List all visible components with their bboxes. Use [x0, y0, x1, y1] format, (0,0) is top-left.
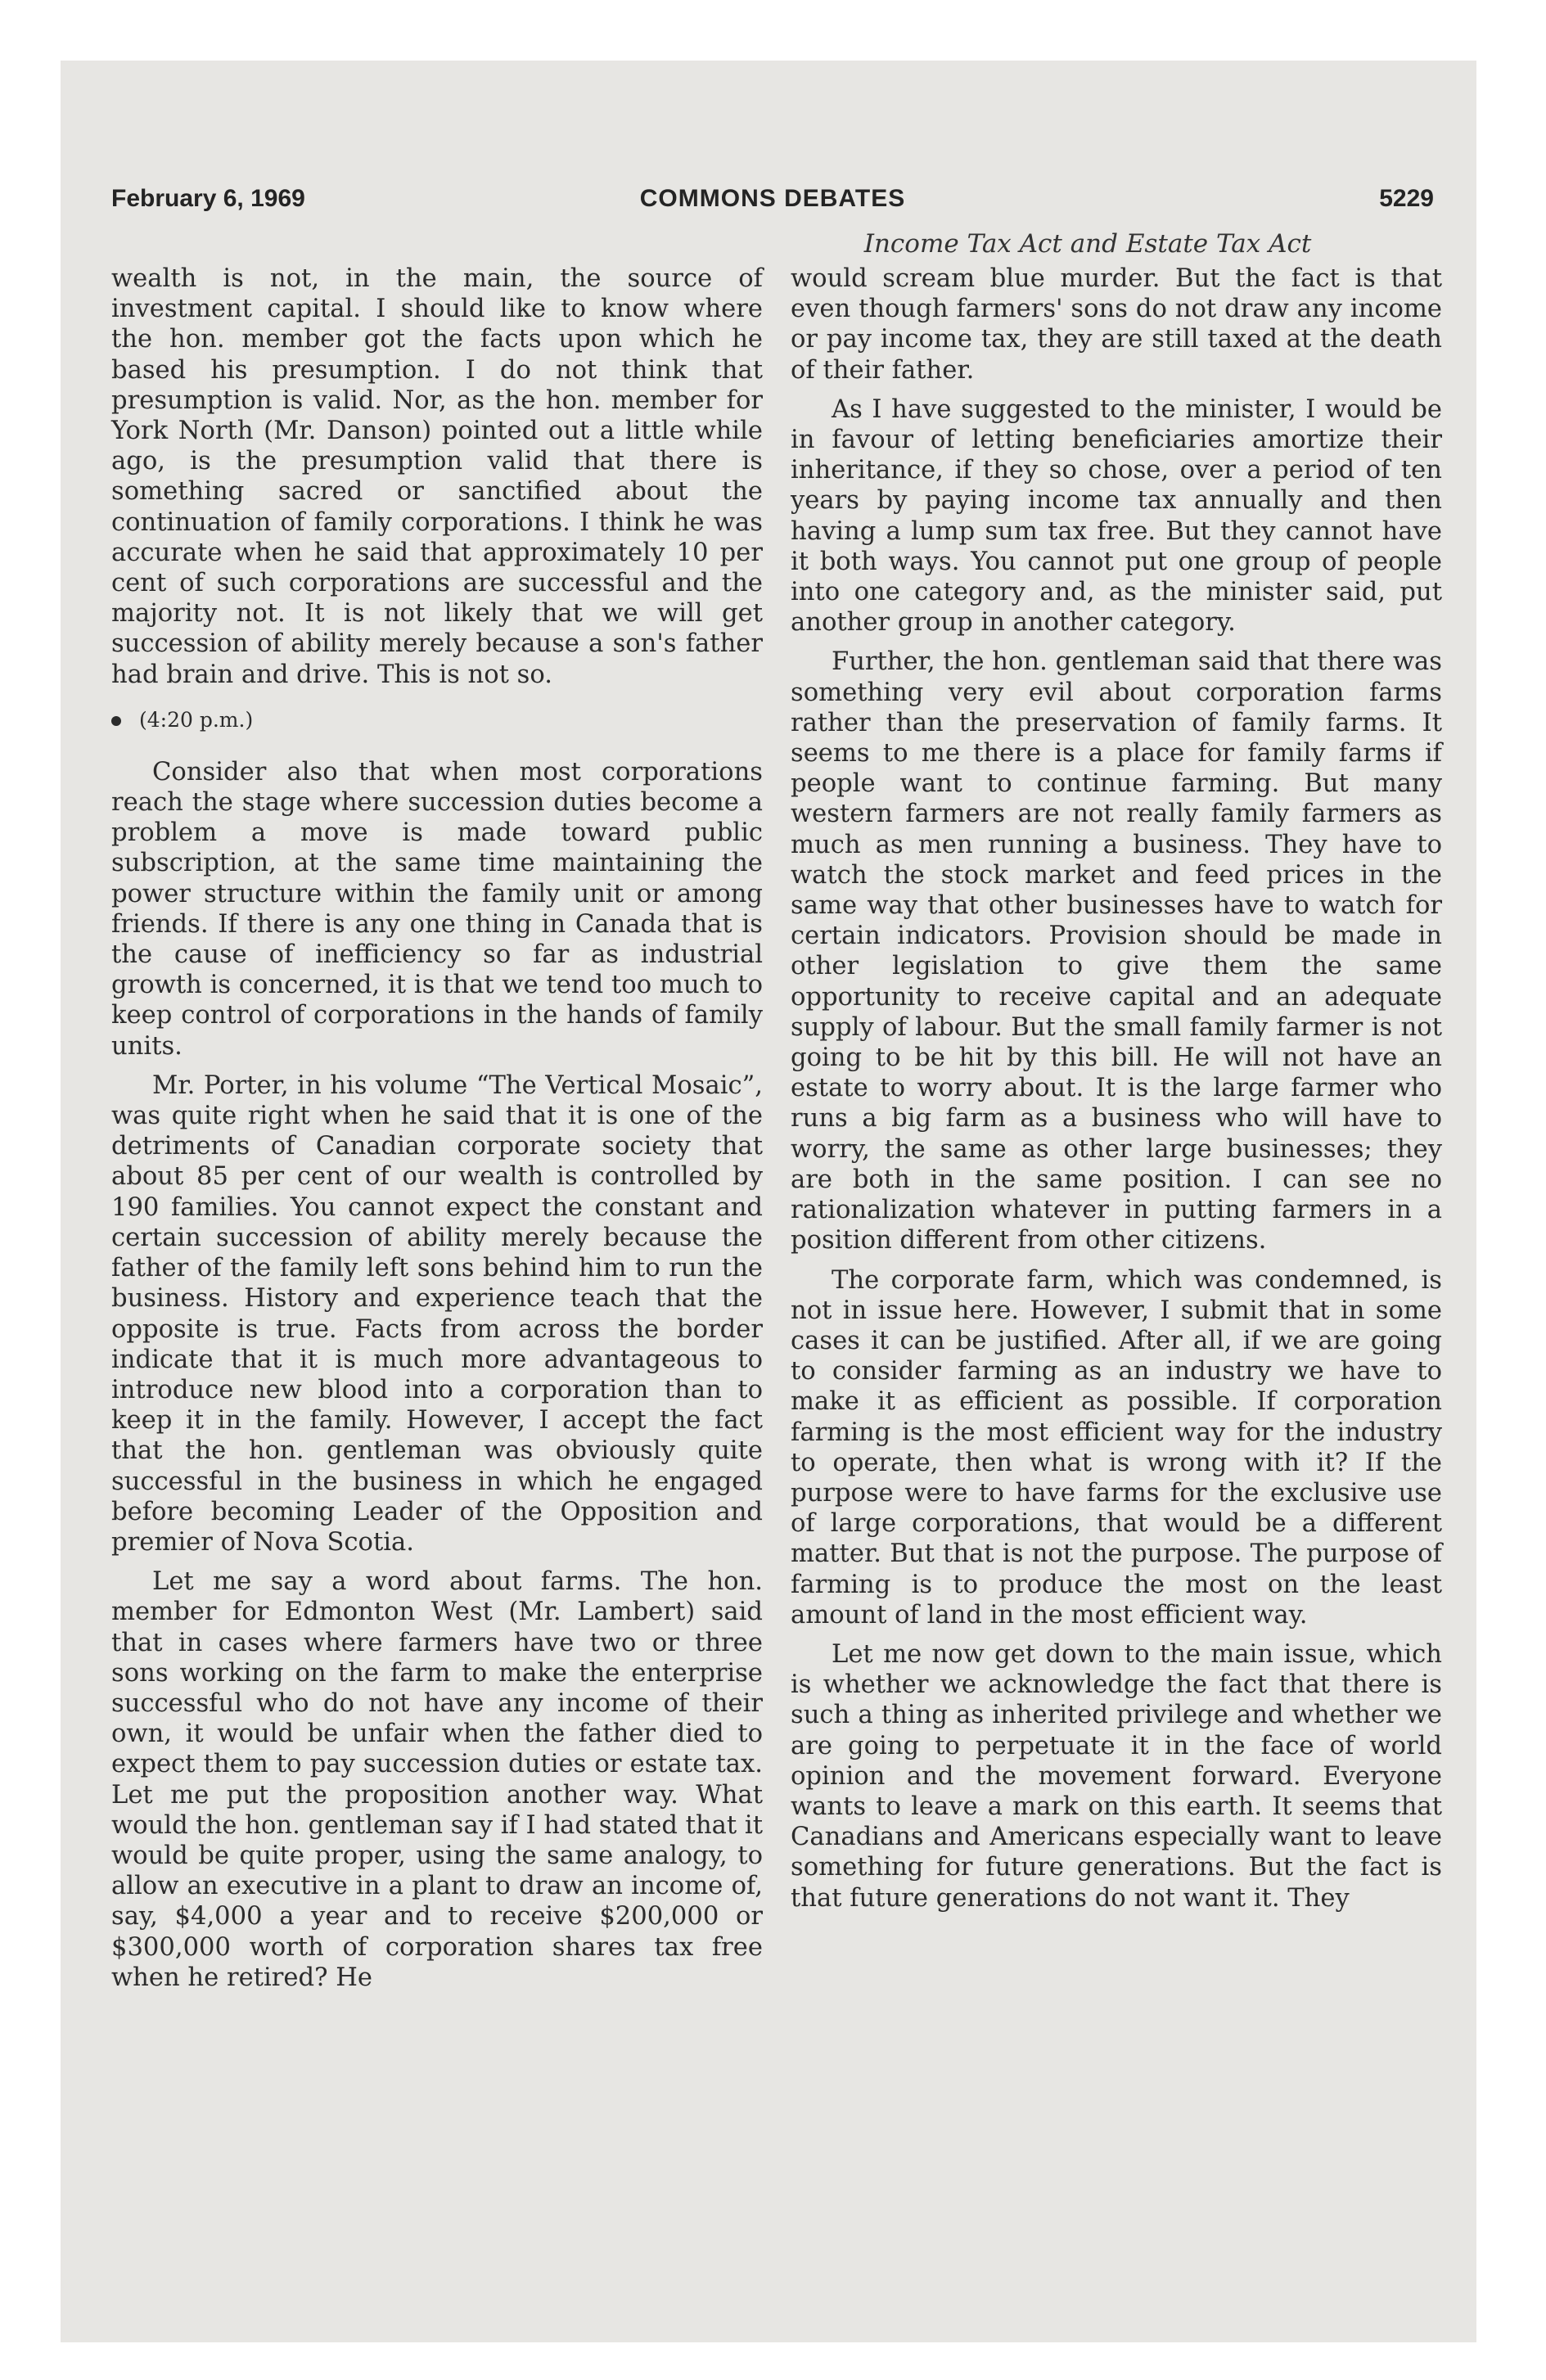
right-paragraph-2: As I have suggested to the minister, I would be in favour of letting beneficiaries amortize their inheritance, if they so chose, over a period of ten years by paying income tax annually and then having a lump sum tax free. But they cannot have it both ways. You cannot put one group of people into one category and, as the minister said, put another group in another category. — [791, 394, 1442, 638]
left-paragraph-4: Let me say a word about farms. The hon. member for Edmonton West (Mr. Lambert) said that in cases where farmers have two or three sons working on the farm to make the enterprise successful who do not have any income of their own, it would be unfair when the father died to expect them to pay succession duties or estate tax. Let me put the proposition another way. What would the hon. gentleman say if I had stated that it would be quite proper, using the same analogy, to allow an executive in a plant to draw an income of, say, $4,000 a year and to receive $200,000 or $300,000 worth of corporation shares tax free when he retired? He — [111, 1567, 763, 1992]
left-paragraph-1: wealth is not, in the main, the source of investment capital. I should like to know where the hon. member got the facts upon which he based his presumption. I do not think that presumption is valid. Nor, as the hon. member for York North (Mr. Danson) pointed out a little while ago, is the presumption valid that there is something sacred or sanctified about the continuation of family corporations. I think he was accurate when he said that approximately 10 per cent of such corporations are successful and the majority not. It is not likely that we will get succession of ability merely because a son's father had brain and drive. This is not so. — [111, 264, 763, 689]
header-title: COMMONS DEBATES — [639, 185, 906, 212]
right-paragraph-5: Let me now get down to the main issue, which is whether we acknowledge the fact that there is such a thing as inherited privilege and whether we are going to perpetuate it in the face of world opinion and the movement forward. Everyone wants to leave a mark on this earth. It seems that Canadians and Americans especially want to leave something for future generations. But the fact is that future generations do not want it. They — [791, 1639, 1442, 1913]
left-paragraph-2: Consider also that when most corporations reach the stage where succession duties become a problem a move is made toward public subscription, at the same time maintaining the power structure within the family unit or among friends. If there is any one thing in Canada that is the cause of inefficiency so far as industrial growth is concerned, it is that we tend too much to keep control of corporations in the hands of family units. — [111, 757, 763, 1061]
bullet-icon — [111, 716, 121, 726]
timestamp-text: (4:20 p.m.) — [139, 707, 254, 732]
right-paragraph-1: would scream blue murder. But the fact is that even though farmers' sons do not draw any income or pay income tax, they are still taxed at the death of their father. — [791, 264, 1442, 385]
page-header — [111, 185, 1434, 224]
right-paragraph-3: Further, the hon. gentleman said that there was something very evil about corporation farms rather than the preservation of family farms. It seems to me there is a place for family farms if people want to continue farming. But many western farmers are not really family farmers as much as men running a business. They have to watch the stock market and feed prices in the same way that other businesses have to watch for certain indicators. Provision should be made in other legislation to give them the same opportunity to receive capital and an adequate supply of labour. But the small family farmer is not going to be hit by this bill. He will not have an estate to worry about. It is the large farmer who runs a big farm as a business who will have to worry, the same as other large businesses; they are both in the same position. I can see no rationalization whatever in putting farmers in a position different from other citizens. — [791, 647, 1442, 1255]
right-paragraph-4: The corporate farm, which was condemned, is not in issue here. However, I submit that in some cases it can be justified. After all, if we are going to consider farming as an industry we have to make it as efficient as possible. If corporation farming is the most efficient way for the industry to operate, then what is wrong with it? If the purpose were to have farms for the exclusive use of large corporations, that would be a different matter. But that is not the purpose. The purpose of farming is to produce the most on the least amount of land in the most efficient way. — [791, 1265, 1442, 1629]
header-date: February 6, 1969 — [111, 185, 305, 212]
header-page-number: 5229 — [1379, 185, 1434, 212]
left-column — [111, 264, 763, 2002]
right-column — [791, 264, 1442, 1922]
header-subtitle: Income Tax Act and Estate Tax Act — [863, 229, 1312, 259]
time-marker — [111, 708, 763, 732]
left-paragraph-3: Mr. Porter, in his volume “The Vertical Mosaic”, was quite right when he said that it is one of the detriments of Canadian corporate society that about 85 per cent of our wealth is controlled by 190 families. You cannot expect the constant and certain succession of ability merely because the father of the family left sons behind him to run the business. History and experience teach that the opposite is true. Facts from across the border indicate that it is much more advantageous to introduce new blood into a corporation than to keep it in the family. However, I accept the fact that the hon. gentleman was obviously quite successful in the business in which he engaged before becoming Leader of the Opposition and premier of Nova Scotia. — [111, 1071, 763, 1557]
